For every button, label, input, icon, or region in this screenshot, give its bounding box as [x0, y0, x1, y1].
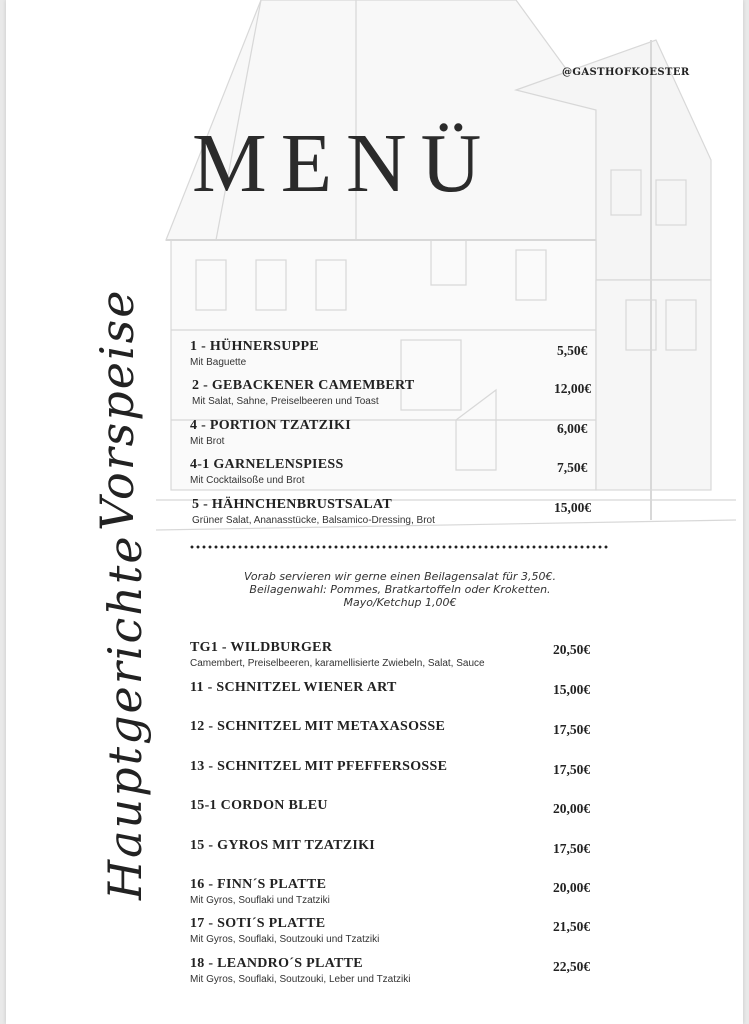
section-label-vorspeise: Vorspeise [90, 288, 144, 531]
item-name: 18 - LEANDRO´S PLATTE [190, 956, 363, 971]
item-name: 15 - GYROS MIT TZATZIKI [190, 838, 376, 853]
item-description: Mit Baguette [190, 357, 247, 368]
menu-item [192, 497, 612, 526]
item-description: Mit Gyros, Souflaki und Tzatziki [190, 895, 330, 906]
item-name: 12 - SCHNITZEL MIT METAXASOSSE [190, 719, 446, 734]
menu-item [190, 719, 610, 735]
item-price: 21,50€ [553, 919, 591, 934]
item-description: Mit Cocktailsoße und Brot [190, 475, 305, 486]
menu-item [190, 916, 610, 945]
item-name: 1 - HÜHNERSUPPE [190, 339, 319, 354]
item-price: 17,50€ [553, 762, 591, 777]
menu-item [190, 680, 610, 696]
note-line: Beilagenwahl: Pommes, Bratkartoffeln oder Kroketten. [249, 583, 551, 596]
item-price: 15,00€ [554, 500, 592, 515]
item-name: 13 - SCHNITZEL MIT PFEFFERSOSSE [190, 759, 448, 774]
item-description: Mit Brot [190, 436, 225, 447]
page-title: MENÜ [192, 117, 496, 210]
item-price: 22,50€ [553, 959, 591, 974]
menu-item [190, 798, 610, 814]
item-name: 5 - HÄHNCHENBRUSTSALAT [192, 497, 393, 512]
menu-item [190, 339, 610, 368]
item-name: 11 - SCHNITZEL WIENER ART [190, 680, 397, 695]
item-price: 20,00€ [553, 801, 591, 816]
note-line: Vorab servieren wir gerne einen Beilagensalat für 3,50€. [244, 570, 556, 583]
menu-item [190, 759, 610, 775]
menu-item [190, 457, 610, 486]
item-price: 12,00€ [554, 381, 592, 396]
menu-page [6, 0, 743, 1024]
section-label-hauptgerichte: Hauptgerichte [98, 534, 152, 900]
item-name: 4-1 GARNELENSPIESS [190, 457, 344, 472]
item-description: Mit Gyros, Souflaki, Soutzouki, Leber und Tzatziki [190, 974, 411, 985]
item-price: 7,50€ [557, 460, 588, 475]
item-description: Mit Salat, Sahne, Preiselbeeren und Toast [192, 396, 379, 407]
menu-item [190, 640, 610, 669]
item-name: TG1 - WILDBURGER [190, 640, 333, 655]
note-line: Mayo/Ketchup 1,00€ [343, 596, 457, 609]
item-price: 17,50€ [553, 841, 591, 856]
item-price: 20,00€ [553, 880, 591, 895]
item-name: 16 - FINN´S PLATTE [190, 877, 327, 892]
item-description: Mit Gyros, Souflaki, Soutzouki und Tzatziki [190, 934, 380, 945]
menu-item [190, 877, 610, 906]
item-name: 15-1 CORDON BLEU [190, 798, 328, 813]
item-price: 5,50€ [557, 343, 588, 358]
item-description: Grüner Salat, Ananasstücke, Balsamico-Dressing, Brot [192, 515, 435, 526]
menu-item [192, 378, 612, 407]
side-dish-note [190, 570, 610, 609]
item-description: Camembert, Preiselbeeren, karamellisierte Zwiebeln, Salat, Sauce [190, 658, 485, 669]
item-name: 4 - PORTION TZATZIKI [190, 418, 351, 433]
menu-item [190, 418, 610, 447]
menu-item [190, 956, 610, 985]
menu-item [190, 838, 610, 854]
dotted-divider [189, 544, 609, 550]
item-price: 15,00€ [553, 682, 591, 697]
item-price: 20,50€ [553, 642, 591, 657]
social-handle[interactable]: @GASTHOFKOESTER [562, 67, 690, 78]
item-name: 17 - SOTI´S PLATTE [190, 916, 326, 931]
item-price: 6,00€ [557, 421, 588, 436]
item-name: 2 - GEBACKENER CAMEMBERT [192, 378, 415, 393]
item-price: 17,50€ [553, 722, 591, 737]
